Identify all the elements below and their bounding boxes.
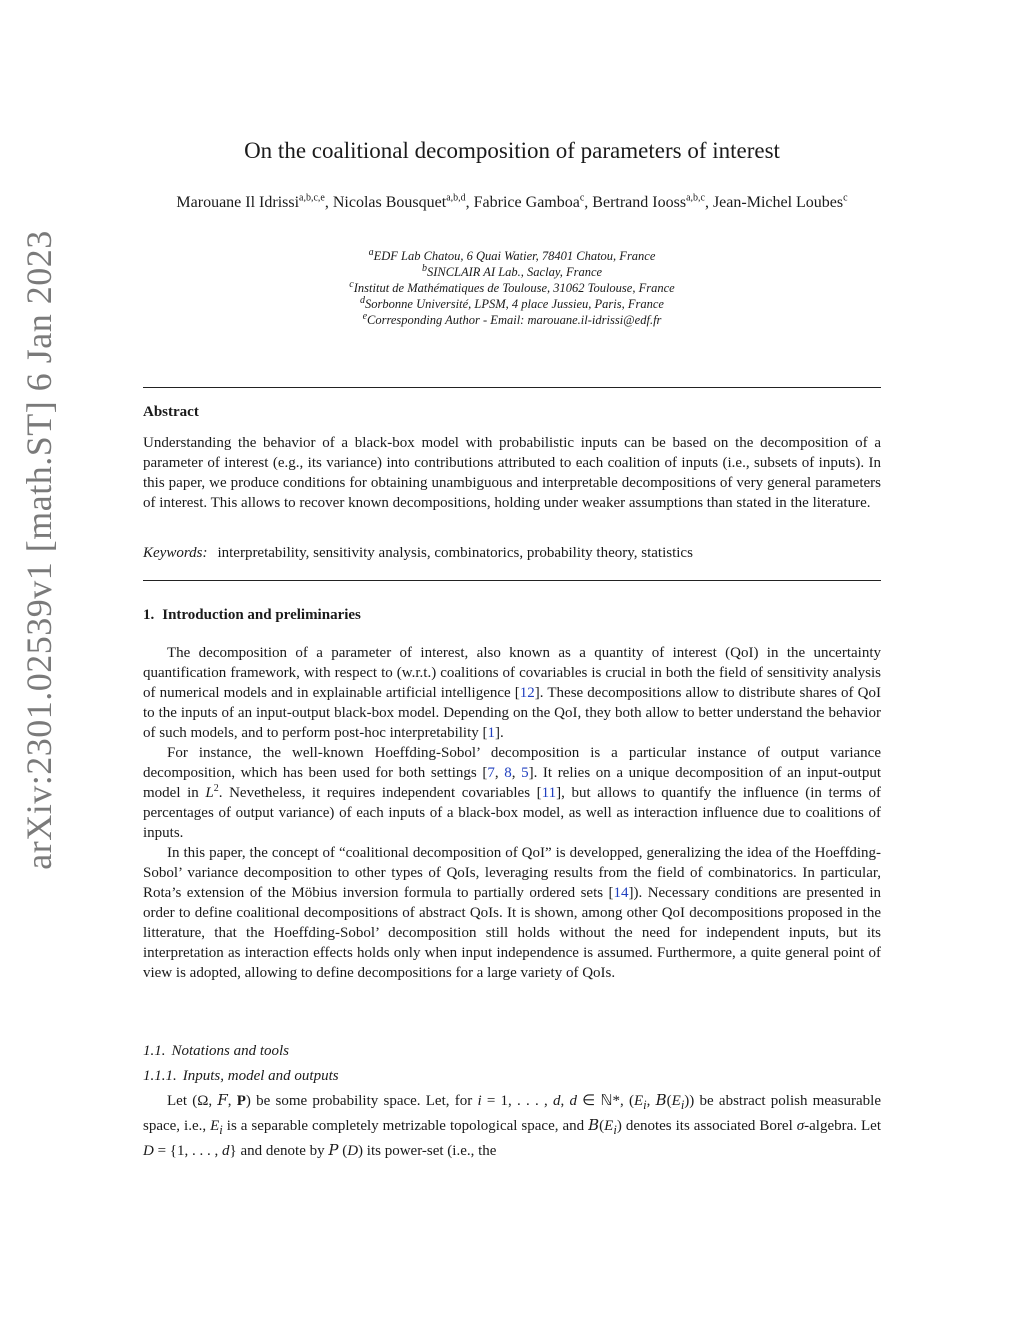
- section-title: Introduction and preliminaries: [162, 607, 361, 623]
- math-subscript: i: [613, 1123, 617, 1137]
- author-name: Jean-Michel Loubes: [712, 194, 844, 211]
- citation-link[interactable]: 11: [541, 785, 557, 801]
- math-symbol: D: [143, 1143, 154, 1159]
- subsection-heading: [143, 1043, 289, 1060]
- math-symbol: P: [328, 1141, 339, 1159]
- citation-link[interactable]: 12: [519, 685, 535, 701]
- affiliation-text: SINCLAIR AI Lab., Saclay, France: [426, 265, 603, 279]
- paragraph: For instance, the well-known Hoeffding-Sobol’ decomposition is a particular instance of output variance decomposition, which has been used for both settings [7, 8, 5]. It relies on a unique decomposition of an input-output model in $L^2$. Nevetheless, it requires independent covariables [11], but allows to quantify the influence (in terms of percentages of output variance) of each inputs of a black-box model, as well as interaction influence due to coalitions of inputs.: [143, 745, 882, 841]
- affiliation-mark: d: [360, 294, 366, 306]
- affiliation: [143, 248, 881, 264]
- math-symbol: L: [205, 785, 214, 801]
- subsubsection-title: Inputs, model and outputs: [182, 1068, 339, 1084]
- affiliation: [143, 264, 881, 280]
- math-superscript: 2: [213, 783, 219, 794]
- affiliation-text: Institut de Mathématiques de Toulouse, 31062 Toulouse, France: [353, 281, 675, 295]
- notation-body: [143, 1090, 881, 1161]
- math-symbol: B: [588, 1116, 600, 1134]
- math-symbol: d: [552, 1093, 561, 1109]
- keywords: [143, 545, 881, 562]
- paragraph-text: For instance, the well-known Hoeffding-Sobol’ decomposition is a particular instance of output variance decomposition, which has been used for both settings [: [143, 745, 881, 781]
- math-symbol: E: [671, 1093, 681, 1109]
- citation-link[interactable]: 7: [487, 765, 495, 781]
- affiliation: [143, 280, 881, 296]
- paragraph: Let (Ω, F, P) be some probability space. Let, for i = 1, . . . , d, d ∈ ℕ*, ($E_i$, $B(E_i)$) be abstract polish measurable space, i.e., $E_i$ is a separable completely metrizable topological space, and $B(E_i)$ denotes its associated Borel σ-algebra. Let D = {1, . . . , d} and denote by P (D) its power-set (i.e., the: [143, 1091, 881, 1159]
- affiliation-text: Sorbonne Université, LPSM, 4 place Jussieu, Paris, France: [365, 297, 664, 311]
- paragraph-text: In this paper, the concept of “coalitional decomposition of QoI” is developped, generalizing the idea of the Hoeffding-Sobol’ variance decomposition to other types of QoIs, leveraging results from the field of combinatorics. In particular, Rota’s extension of the Möbius inversion formula to partially ordered sets [: [143, 845, 881, 901]
- subsection-title: Notations and tools: [171, 1043, 290, 1059]
- math-symbol: d: [569, 1093, 577, 1109]
- math-symbol: B: [655, 1091, 667, 1109]
- author-affil-marks: c: [579, 192, 585, 204]
- arxiv-identifier-stamp: [14, 140, 64, 960]
- abstract-bottom-rule: [143, 580, 881, 581]
- author-affil-marks: a,b,c,e: [299, 192, 325, 204]
- arxiv-identifier-text: arXiv:2301.02539v1 [math.ST] 6 Jan 2023: [19, 230, 59, 870]
- affiliation-mark: b: [421, 262, 427, 274]
- math-symbol: E: [210, 1118, 220, 1134]
- math-symbol: D: [347, 1143, 359, 1159]
- paragraph-text: ].: [495, 725, 504, 741]
- paragraph-text: The decomposition of a parameter of interest, also known as a quantity of interest (QoI) in the uncertainty quantification framework, with respect to (w.r.t.) coalitions of covariables is crucial in both the field of sensitivity analysis of numerical models and in explainable artificial intelligence [: [143, 645, 881, 701]
- paragraph-text: ]). Necessary conditions are presented in order to define coalitional decompositions of abstract QoIs. It is shown, among other QoI decompositions proposed in the litterature, that the Hoeffding-Sobol’ decomposition still holds without the need for independent inputs, but its interpretation as interaction effects holds only when input independence is assumed. Furthermore, a quite general point of view is adopted, allowing to define decompositions for a large variety of QoIs.: [143, 885, 882, 981]
- subsubsection-number: 1.1.1.: [143, 1068, 177, 1084]
- paragraph: [143, 843, 881, 983]
- math-symbol: F: [217, 1091, 228, 1109]
- math-subscript: i: [680, 1098, 685, 1112]
- math-symbol: E: [633, 1093, 644, 1109]
- math-symbol: E: [604, 1118, 614, 1134]
- section-heading: [143, 607, 361, 624]
- author-affil-marks: c: [843, 192, 848, 204]
- citation-link[interactable]: 14: [613, 885, 629, 901]
- introduction-body: [143, 643, 881, 983]
- author-name: Bertrand Iooss: [592, 194, 687, 211]
- affiliation-mark: c: [349, 278, 354, 290]
- keywords-label: Keywords:: [143, 545, 208, 561]
- math-symbol: d: [222, 1143, 230, 1159]
- abstract-heading: Abstract: [143, 404, 199, 420]
- affiliation: [143, 312, 881, 328]
- subsubsection-heading: [143, 1068, 339, 1085]
- math-symbol: i: [477, 1093, 482, 1109]
- section-number: 1.: [143, 607, 155, 623]
- citation-link[interactable]: 5: [521, 765, 529, 781]
- subsection-number: 1.1.: [143, 1043, 166, 1059]
- math-symbol: P: [236, 1093, 246, 1109]
- affiliation: [143, 296, 881, 312]
- math-symbol: σ: [796, 1118, 805, 1134]
- affiliation-mark: a: [368, 246, 374, 258]
- citation-link[interactable]: 8: [504, 765, 512, 781]
- math-subscript: i: [643, 1098, 647, 1112]
- affiliation-list: [143, 248, 881, 328]
- paragraph-text: . Nevetheless, it requires independent covariables [: [218, 785, 542, 801]
- paragraph-text: ]. These decompositions allow to distribute shares of QoI to the inputs of an input-output black-box model. Depending on the QoI, they both allow to better understand the behavior of such models, and to perform post-hoc interpretability [: [143, 685, 881, 741]
- keywords-text: interpretability, sensitivity analysis, combinatorics, probability theory, statistics: [217, 545, 693, 561]
- affiliation-text: EDF Lab Chatou, 6 Quai Watier, 78401 Chatou, France: [373, 249, 656, 263]
- paragraph-text: ]. It relies on a unique decomposition of an input-output model in: [143, 765, 882, 801]
- citation-link[interactable]: 1: [487, 725, 495, 741]
- abstract-top-rule: [143, 387, 881, 388]
- author-affil-marks: a,b,c: [686, 192, 705, 204]
- affiliation-text: Corresponding Author - Email: marouane.il-idrissi@edf.fr: [367, 313, 662, 327]
- math-subscript: i: [219, 1123, 223, 1137]
- paragraph: [143, 643, 881, 743]
- abstract-text: Understanding the behavior of a black-box model with probabilistic inputs can be based on the decomposition of a parameter of interest (e.g., its variance) into contributions attributed to each coalition of inputs (i.e., subsets of inputs). In this paper, we produce conditions for obtaining unambiguous and interpretable decompositions of very general parameters of interest. This allows to recover known decompositions, holding under weaker assumptions than stated in the literature.: [143, 435, 881, 511]
- author-name: Fabrice Gamboa: [473, 194, 580, 211]
- author-name: Nicolas Bousquet: [332, 194, 447, 211]
- paper-title: On the coalitional decomposition of parameters of interest: [244, 138, 780, 163]
- author-affil-marks: a,b,d: [446, 192, 466, 204]
- paragraph-text: ], but allows to quantify the influence (in terms of percentages of output variance) of each inputs of a black-box model, as well as interaction influence due to coalitions of inputs.: [143, 785, 881, 841]
- author-list: Marouane Il Idrissi$^{a,b,c,e}$, Nicolas Bousquet$^{a,b,d}$, Fabrice Gamboa$^c$, Bertrand Iooss$^{a,b,c}$, Jean-Michel Loubes$^c$: [176, 192, 848, 211]
- affiliation-mark: e: [362, 310, 368, 322]
- author-name: Marouane Il Idrissi: [176, 194, 300, 211]
